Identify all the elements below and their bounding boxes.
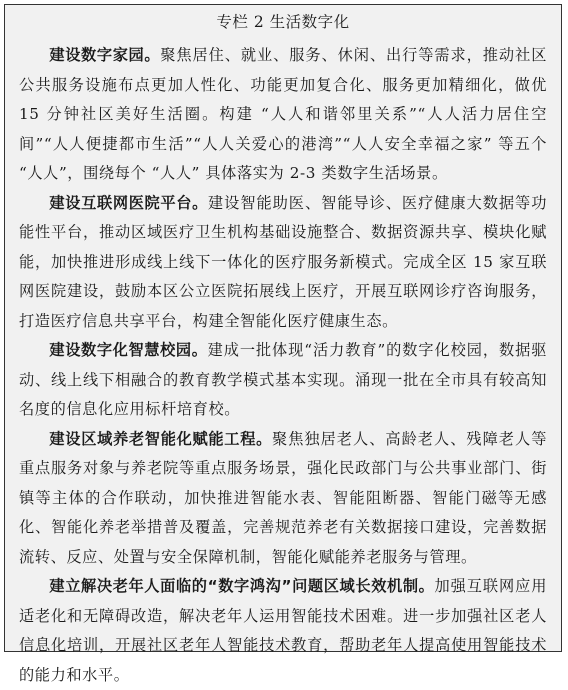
paragraph-heading: 建设互联网医院平台。 <box>49 193 208 212</box>
paragraph-heading: 建立解决老年人面临的“数字鸿沟”问题区域长效机制。 <box>49 577 435 595</box>
paragraph-body: 聚焦独居老人、高龄老人、残障老人等重点服务对象与养老院等重点服务场景，强化民政部门与公共事业部门、街镇等主体的合作联动，加快推进智能水表、智能阻断器、智能门磁等无感化、智能化养老举措普及覆盖，完善规范养老有关数据接口建设，完善数据流转、反应、处置与安全保障机制，智能化赋能养老服务与管理。 <box>19 429 547 566</box>
paragraph-body: 加强互联网应用适老化和无障碍改造，解决老年人运用智能技术困难。进一步加强社区老人信息化培训，开展社区老年人智能技术教育，帮助老年人提高使用智能技术的能力和水平。 <box>19 577 547 684</box>
paragraph-body: 聚焦居住、就业、服务、休闲、出行等需求，推动社区公共服务设施布点更加人性化、功能更加复合化、服务更加精细化，做优 15 分钟社区美好生活圈。构建 “人人和谐邻里关系”“人人活力居住空间”“人人便捷都市生活”“人人关爱心的港湾”“人人安全幸福之家” 等五个 “人人”，围绕每个 “人人” 具体落实为 2-3 类数字生活场景。 <box>19 46 547 182</box>
paragraph-internet-hospital <box>19 189 547 337</box>
column-box <box>4 4 562 684</box>
paragraph-digital-home <box>19 41 547 189</box>
column-title: 专栏 2 生活数字化 <box>216 13 350 31</box>
paragraph-heading: 建设数字化智慧校园。 <box>49 341 208 359</box>
paragraph-smart-campus <box>19 336 547 425</box>
paragraph-digital-divide <box>19 572 547 690</box>
paragraph-body: 建设智能助医、智能导诊、医疗健康大数据等功能性平台，推动区域医疗卫生机构基础设施整合、数据资源共享、模块化赋能，加快推进形成线上线下一体化的医疗服务新模式。完成全区 15 家互联网医院建设，鼓励本区公立医院拓展线上医疗，开展互联网诊疗咨询服务，打造医疗信息共享平台，构建全智能化医疗健康生态。 <box>19 193 547 330</box>
paragraph-body: 建成一批体现“活力教育”的数字化校园，数据驱动、线上线下相融合的教育教学模式基本实现。涌现一批在全市具有较高知名度的信息化应用标杆培育校。 <box>19 341 548 418</box>
paragraph-heading: 建设区域养老智能化赋能工程。 <box>49 429 272 448</box>
paragraph-elderly-care <box>19 425 547 573</box>
paragraph-heading: 建设数字家园。 <box>49 46 161 64</box>
